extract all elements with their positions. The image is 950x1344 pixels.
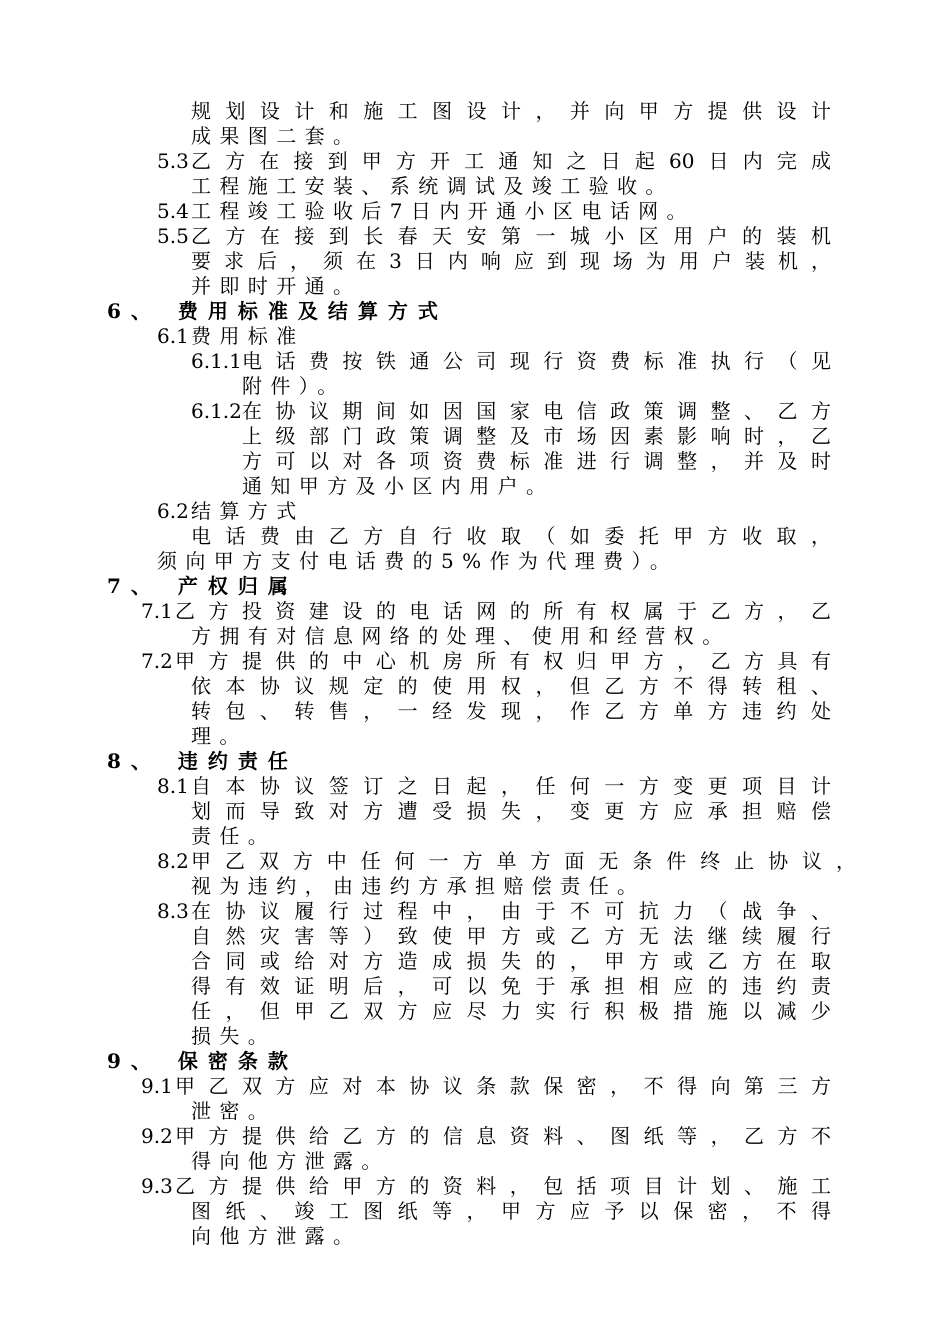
text-line: 转包、转售，一经发现，作乙方单方违约处 (191, 699, 831, 723)
text-line: 电话费由乙方自行收取（如委托甲方收取， (191, 524, 831, 548)
clause-number: 6.2 (157, 499, 189, 523)
text-line: 甲乙双方中任何一方单方面无条件终止协议， (191, 849, 856, 873)
text-line: 损失。 (191, 1024, 277, 1048)
clause-number: 8.3 (157, 899, 189, 923)
clause-number: 6.1 (157, 324, 189, 348)
text-line: 甲方提供给乙方的信息资料、图纸等，乙方不 (175, 1124, 831, 1148)
clause-number: 9.2 (141, 1124, 173, 1148)
clause-number: 6.1.1 (191, 349, 242, 373)
text-line: 乙方投资建设的电话网的所有权属于乙方，乙 (175, 599, 831, 623)
clause-number: 6.1.2 (191, 399, 242, 423)
section-heading-8: 8、 违约责任 (107, 749, 298, 773)
text-line: 结算方式 (191, 499, 305, 523)
text-line: 在协议履行过程中，由于不可抗力（战争、 (191, 899, 831, 923)
text-line: 附件）。 (242, 374, 346, 398)
text-line: 方可以对各项资费标准进行调整，并及时 (242, 449, 831, 473)
text-line: 上级部门政策调整及市场因素影响时，乙 (242, 424, 831, 448)
text-line: 乙方提供给甲方的资料，包括项目计划、施工 (175, 1174, 831, 1198)
text-line: 得向他方泄露。 (191, 1149, 390, 1173)
clause-number: 8.1 (157, 774, 189, 798)
text-line: 责任。 (191, 824, 277, 848)
text-line: 规划设计和施工图设计，并向甲方提供设计 (191, 99, 831, 123)
text-line: 向他方泄露。 (191, 1224, 362, 1248)
clause-number: 5.3 (157, 149, 189, 173)
text-line: 在协议期间如因国家电信政策调整、乙方 (242, 399, 831, 423)
text-line: 工程施工安装、系统调试及竣工验收。 (191, 174, 674, 198)
clause-number: 7.1 (141, 599, 173, 623)
text-line: 依本协议规定的使用权，但乙方不得转租、 (191, 674, 831, 698)
section-heading-6: 6、 费用标准及结算方式 (107, 299, 448, 323)
clause-number: 7.2 (141, 649, 173, 673)
text-line: 通知甲方及小区内用户。 (242, 474, 555, 498)
text-line: 图纸、竣工图纸等，甲方应予以保密，不得 (191, 1199, 831, 1223)
text-line: 工程竣工验收后7日内开通小区电话网。 (191, 199, 695, 223)
text-line: 泄密。 (191, 1099, 277, 1123)
text-line: 划而导致对方遭受损失，变更方应承担赔偿 (191, 799, 831, 823)
text-line: 要求后，须在3日内响应到现场为用户装机， (191, 249, 831, 273)
section-heading-7: 7、 产权归属 (107, 574, 298, 598)
clause-number: 5.5 (157, 224, 189, 248)
section-heading-9: 9、 保密条款 (107, 1049, 298, 1073)
text-line: 自本协议签订之日起，任何一方变更项目计 (191, 774, 831, 798)
clause-number: 5.4 (157, 199, 189, 223)
text-line: 得有效证明后，可以免于承担相应的违约责 (191, 974, 831, 998)
text-line: 并即时开通。 (191, 274, 362, 298)
text-line: 甲乙双方应对本协议条款保密，不得向第三方 (175, 1074, 831, 1098)
text-line: 自然灾害等）致使甲方或乙方无法继续履行 (191, 924, 831, 948)
text-line: 方拥有对信息网络的处理、使用和经营权。 (191, 624, 731, 648)
text-line: 乙方在接到长春天安第一城小区用户的装机 (191, 224, 831, 248)
text-line: 合同或给对方造成损失的，甲方或乙方在取 (191, 949, 831, 973)
text-line: 理。 (191, 724, 248, 748)
text-line: 视为违约，由违约方承担赔偿责任。 (191, 874, 646, 898)
clause-number: 8.2 (157, 849, 189, 873)
text-line: 任，但甲乙双方应尽力实行积极措施以减少 (191, 999, 831, 1023)
clause-number: 9.1 (141, 1074, 173, 1098)
text-line: 甲方提供的中心机房所有权归甲方，乙方具有 (175, 649, 831, 673)
text-line: 须向甲方支付电话费的5%作为代理费）。 (157, 549, 679, 573)
clause-number: 9.3 (141, 1174, 173, 1198)
text-line: 费用标准 (191, 324, 305, 348)
text-line: 成果图二套。 (191, 124, 362, 148)
text-line: 电话费按铁通公司现行资费标准执行（见 (242, 349, 831, 373)
text-line: 乙方在接到甲方开工通知之日起60日内完成 (191, 149, 831, 173)
